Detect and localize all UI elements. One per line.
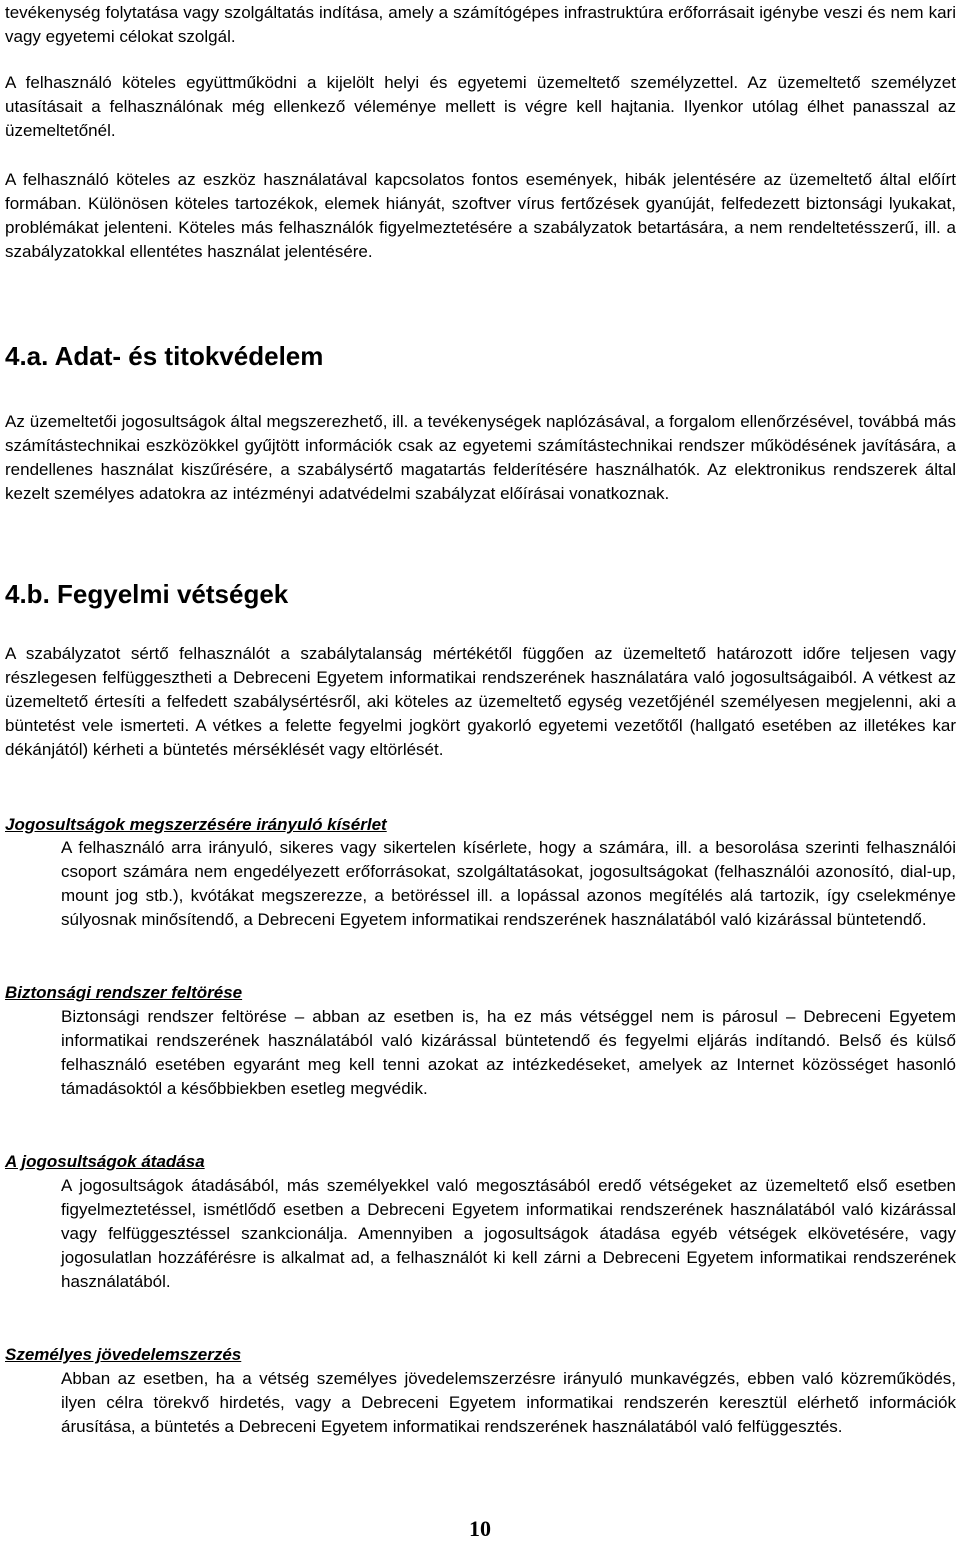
paragraph-reporting: A felhasználó köteles az eszköz használatával kapcsolatos fontos események, hibák jelentésére az üzemeltető által előírt formában. Különösen köteles tartozékok, elemek hiányát, szoftver vírus fertőzések gyanúját, felfedezett biztonsági lyukakat, problémákat jelenteni. Köteles más felhasználók figyelmeztetésére a szabályzatok betartására, a nem rendeltetésszerű, ill. a szabályzatokkal ellentétes használat jelentésére. [5, 170, 956, 261]
section-text-4a: Az üzemeltetői jogosultságok által megszerezhető, ill. a tevékenységek naplózásával, a forgalom ellenőrzésével, továbbá más számítástechnikai eszközökkel gyűjtött információk csak az egyetemi számítástechnikai rendszer működésének javítására, a rendellenes használat kiszűrésére, a szabálysértő magatartás felderítésére használhatók. Az elektronikus rendszerek által kezelt személyes adatokra az intézményi adatvédelmi szabályzat előírásai vonatkoznak. [5, 412, 956, 503]
offense-title-personal-income: Személyes jövedelemszerzés [5, 1345, 242, 1364]
section-text-4b: A szabályzatot sértő felhasználót a szabálytalanság mértékétől függően az üzemeltető határozott időre teljesen vagy részlegesen felfüggesztheti a Debreceni Egyetem informatikai rendszerének használatára való jogosultságaiból. A vétkest az üzemeltető értesíti a felfedett szabálysértésről, aki köteles az üzemeltető egység vezetőjénél személyesen megjelenni, aki a büntetést vele ismerteti. A vétkes a felette fegyelmi jogkört gyakorló egyetemi vezetőtől (hallgató esetében az illetékes kar dékánjától) kérheti a büntetés mérséklését vagy eltörlését. [5, 644, 956, 759]
section-heading-4a: 4.a. Adat- és titokvédelem [5, 341, 324, 371]
offense-title-security-breach: Biztonsági rendszer feltörése [5, 983, 243, 1002]
section-heading-4b: 4.b. Fegyelmi vétségek [5, 579, 289, 609]
page-number: 10 [469, 1516, 491, 1541]
offense-text-personal-income: Abban az esetben, ha a vétség személyes jövedelemszerzésre irányuló munkavégzés, ebben való közreműködés, ilyen célra törekvő hirdetés, vagy a Debreceni Egyetem informatikai rendszerén keresztül elérhető információk árusítása, a büntetés a Debreceni Egyetem informatikai rendszerének használatából való felfüggesztés. [61, 1369, 956, 1436]
offense-text-privilege-acquisition: A felhasználó arra irányuló, sikeres vagy sikertelen kísérlete, hogy a számára, ill. a besorolása szerinti felhasználói csoport számára nem engedélyezett erőforrásokat, szolgáltatásokat, jogosultságokat (felhasználói azonosító, dial-up, mount jog stb.), kvótákat megszerezze, a betöréssel ill. a lopással azonos megítélés alá tartozik, így cselekménye súlyosnak minősítendő, a Debreceni Egyetem informatikai rendszerének használatából való kizárással büntetendő. [61, 838, 956, 929]
paragraph-continuation: tevékenység folytatása vagy szolgáltatás indítása, amely a számítógépes infrastruktúra erőforrásait igénybe veszi és nem kari vagy egyetemi célokat szolgál. [5, 3, 956, 46]
paragraph-cooperation: A felhasználó köteles együttműködni a kijelölt helyi és egyetemi üzemeltető személyzettel. Az üzemeltető személyzet utasításait a felhasználónak még ellenkező véleménye mellett is végre kell hajtania. Ilyenkor utólag élhet panasszal az üzemeltetőnél. [5, 73, 956, 140]
offense-text-privilege-sharing: A jogosultságok átadásából, más személyekkel való megosztásából eredő vétségeket az üzemeltető első esetben figyelmeztetéssel, ismétlődő esetben a Debreceni Egyetem informatikai rendszerének használatából való kizárással vagy felfüggesztéssel szankcionálja. Amennyiben a jogosultságok átadása egyéb vétségek elkövetésére, vagy jogosulatlan hozzáférésre is alkalmat ad, a felhasználót ki kell zárni a Debreceni Egyetem informatikai rendszerének használatából. [61, 1176, 956, 1291]
offense-text-security-breach: Biztonsági rendszer feltörése – abban az esetben is, ha ez más vétséggel nem is párosul – Debreceni Egyetem informatikai rendszerének használatából való kizárással büntetendő és fegyelmi eljárás indítandó. Belső és külső felhasználó esetében egyaránt meg kell tenni azokat az intézkedéseket, amelyek az Internet közösséget hasonló támadásoktól a későbbiekben esetleg megvédik. [61, 1007, 956, 1098]
offense-title-privilege-sharing: A jogosultságok átadása [5, 1152, 205, 1171]
offense-title-privilege-acquisition: Jogosultságok megszerzésére irányuló kísérlet [5, 815, 387, 834]
